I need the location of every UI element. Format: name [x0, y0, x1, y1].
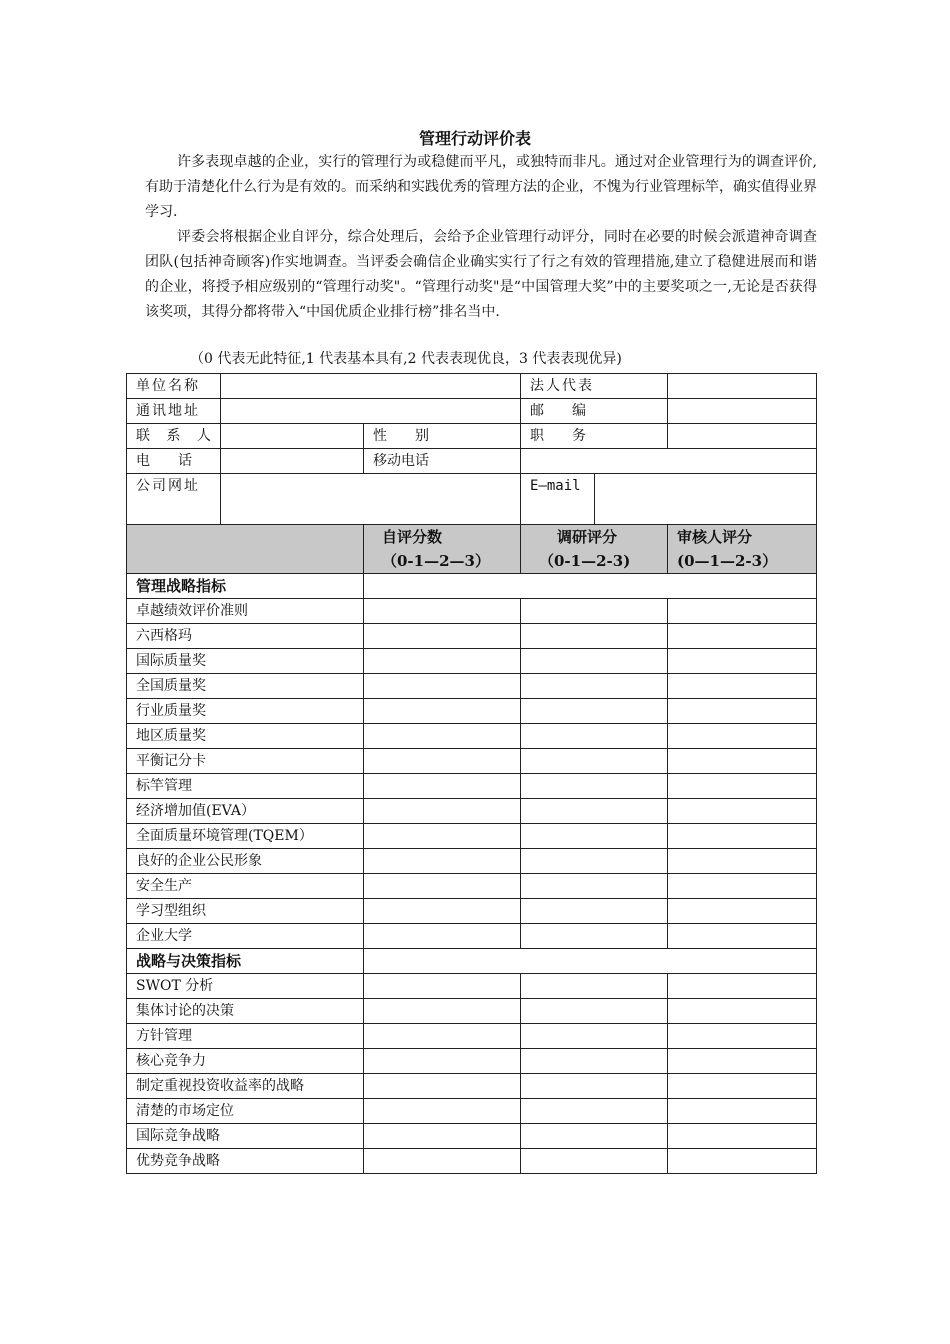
website-field[interactable] [221, 474, 521, 525]
self-score-cell[interactable] [364, 1049, 521, 1074]
section-title: 管理战略指标 [127, 574, 364, 599]
review-score-cell[interactable] [668, 1149, 817, 1174]
self-score-cell[interactable] [364, 1149, 521, 1174]
intro-paragraph-2: 评委会将根据企业自评分，综合处理后，会给予企业管理行动评分，同时在必要的时候会派遣神奇调查团队(包括神奇顾客)作实地调查。当评委会确信企业确实实行了行之有效的管理措施,建立了稳健进展而和谐的企业，将授予相应级别的“管理行动奖"。“管理行动奖"是“中国管理大奖”中的主要奖项之一,无论是否获得该奖项，其得分都将带入“中国优质企业排行榜”排名当中. [145, 229, 817, 320]
position-label: 职 务 [521, 424, 668, 449]
review-score-cell[interactable] [668, 1074, 817, 1099]
survey-score-cell[interactable] [521, 899, 668, 924]
score-header-row [127, 525, 817, 574]
self-score-header [364, 525, 521, 574]
contact-label: 联 系 人 [127, 424, 221, 449]
info-row-website [127, 474, 817, 525]
self-score-cell[interactable] [364, 974, 521, 999]
section-row [127, 949, 817, 974]
indicator-label: 良好的企业公民形象 [127, 849, 364, 874]
score-legend: （0 代表无此特征,1 代表基本具有,2 代表表现优良，3 代表表现优异) [190, 351, 622, 367]
email-field[interactable] [595, 474, 817, 525]
indicator-label: SWOT 分析 [127, 974, 364, 999]
indicator-row [127, 924, 817, 949]
review-score-cell[interactable] [668, 1049, 817, 1074]
survey-score-cell[interactable] [521, 1049, 668, 1074]
survey-score-cell[interactable] [521, 1099, 668, 1124]
evaluation-form-table [126, 373, 817, 1174]
position-field[interactable] [668, 424, 817, 449]
self-score-cell[interactable] [364, 724, 521, 749]
review-score-cell[interactable] [668, 699, 817, 724]
info-row-address [127, 399, 817, 424]
indicator-label: 经济增加值(EVA） [127, 799, 364, 824]
intro-paragraph-1: 许多表现卓越的企业，实行的管理行为或稳健而平凡，或独特而非凡。通过对企业管理行为的调查评价,有助于清楚化什么行为是有效的。而采纳和实践优秀的管理方法的企业，不愧为行业管理标竿，确实值得业界学习. [145, 154, 817, 220]
self-score-cell[interactable] [364, 749, 521, 774]
indicator-label: 国际质量奖 [127, 649, 364, 674]
info-row-company [127, 374, 817, 399]
review-score-cell[interactable] [668, 849, 817, 874]
survey-score-scale: （0-1—2-3) [539, 552, 631, 570]
survey-score-cell[interactable] [521, 724, 668, 749]
indicator-row [127, 649, 817, 674]
survey-score-cell[interactable] [521, 1124, 668, 1149]
website-label: 公司网址 [127, 474, 221, 525]
survey-score-cell[interactable] [521, 974, 668, 999]
review-score-cell[interactable] [668, 974, 817, 999]
indicator-label: 全国质量奖 [127, 674, 364, 699]
review-score-header [668, 525, 817, 574]
indicator-row [127, 849, 817, 874]
indicator-row [127, 1099, 817, 1124]
indicator-row [127, 999, 817, 1024]
survey-score-cell[interactable] [521, 824, 668, 849]
section-row [127, 574, 817, 599]
survey-score-cell[interactable] [521, 749, 668, 774]
indicator-label: 平衡记分卡 [127, 749, 364, 774]
indicator-label: 方针管理 [127, 1024, 364, 1049]
indicator-row [127, 874, 817, 899]
section-title: 战略与决策指标 [127, 949, 364, 974]
legal-rep-label: 法人代表 [521, 374, 668, 399]
address-field[interactable] [221, 399, 521, 424]
survey-score-cell[interactable] [521, 699, 668, 724]
review-score-cell[interactable] [668, 649, 817, 674]
review-score-cell[interactable] [668, 1124, 817, 1149]
indicator-row [127, 974, 817, 999]
review-score-cell[interactable] [668, 799, 817, 824]
indicator-row [127, 824, 817, 849]
review-score-cell[interactable] [668, 749, 817, 774]
self-score-cell[interactable] [364, 849, 521, 874]
email-label: E—mail [521, 474, 595, 525]
review-score-scale: (0—1—2-3） [677, 552, 778, 570]
indicator-row [127, 1149, 817, 1174]
phone-label: 电 话 [127, 449, 221, 474]
postcode-field[interactable] [668, 399, 817, 424]
survey-score-cell[interactable] [521, 624, 668, 649]
legal-rep-field[interactable] [668, 374, 817, 399]
indicator-row [127, 799, 817, 824]
self-score-cell[interactable] [364, 824, 521, 849]
survey-score-cell[interactable] [521, 774, 668, 799]
indicator-label: 安全生产 [127, 874, 364, 899]
survey-score-cell[interactable] [521, 924, 668, 949]
score-table-body [127, 574, 817, 1174]
page-title: 管理行动评价表 [418, 129, 531, 148]
company-name-label: 单位名称 [127, 374, 221, 399]
review-score-cell[interactable] [668, 599, 817, 624]
self-score-cell[interactable] [364, 699, 521, 724]
indicator-label: 全面质量环境管理(TQEM） [127, 824, 364, 849]
indicator-label: 优势竞争战略 [127, 1149, 364, 1174]
indicator-label: 标竿管理 [127, 774, 364, 799]
indicator-row [127, 749, 817, 774]
mobile-label: 移动电话 [364, 449, 521, 474]
self-score-cell[interactable] [364, 799, 521, 824]
review-score-cell[interactable] [668, 874, 817, 899]
survey-score-cell[interactable] [521, 1149, 668, 1174]
indicator-row [127, 1049, 817, 1074]
review-score-cell[interactable] [668, 1099, 817, 1124]
survey-score-cell[interactable] [521, 1024, 668, 1049]
indicator-label: 核心竞争力 [127, 1049, 364, 1074]
review-score-cell[interactable] [668, 999, 817, 1024]
header-blank [127, 525, 364, 574]
self-score-title: 自评分数 [382, 528, 443, 546]
review-score-cell[interactable] [668, 899, 817, 924]
indicator-label: 卓越绩效评价准则 [127, 599, 364, 624]
indicator-row [127, 624, 817, 649]
indicator-row [127, 674, 817, 699]
review-score-cell[interactable] [668, 774, 817, 799]
indicator-label: 地区质量奖 [127, 724, 364, 749]
indicator-label: 六西格玛 [127, 624, 364, 649]
indicator-row [127, 599, 817, 624]
self-score-cell[interactable] [364, 1099, 521, 1124]
self-score-cell[interactable] [364, 599, 521, 624]
survey-score-cell[interactable] [521, 599, 668, 624]
self-score-cell[interactable] [364, 874, 521, 899]
self-score-cell[interactable] [364, 1124, 521, 1149]
survey-score-cell[interactable] [521, 874, 668, 899]
survey-score-cell[interactable] [521, 649, 668, 674]
self-score-cell[interactable] [364, 1024, 521, 1049]
section-blank-cell [364, 574, 817, 599]
survey-score-cell[interactable] [521, 674, 668, 699]
review-score-cell[interactable] [668, 624, 817, 649]
info-row-phone [127, 449, 817, 474]
self-score-cell[interactable] [364, 674, 521, 699]
review-score-cell[interactable] [668, 724, 817, 749]
indicator-row [127, 899, 817, 924]
company-name-field[interactable] [221, 374, 521, 399]
self-score-cell[interactable] [364, 899, 521, 924]
address-label: 通讯地址 [127, 399, 221, 424]
indicator-row [127, 1074, 817, 1099]
indicator-label: 企业大学 [127, 924, 364, 949]
indicator-label: 学习型组织 [127, 899, 364, 924]
survey-score-title: 调研评分 [557, 528, 618, 546]
indicator-row [127, 774, 817, 799]
review-score-cell[interactable] [668, 674, 817, 699]
survey-score-cell[interactable] [521, 799, 668, 824]
indicator-row [127, 699, 817, 724]
self-score-cell[interactable] [364, 774, 521, 799]
indicator-label: 行业质量奖 [127, 699, 364, 724]
contact-field[interactable] [221, 424, 364, 449]
self-score-cell[interactable] [364, 649, 521, 674]
self-score-cell[interactable] [364, 924, 521, 949]
self-score-scale: （0-1—2—3） [382, 552, 490, 570]
gender-label: 性 别 [364, 424, 521, 449]
indicator-row [127, 1124, 817, 1149]
section-blank-cell [364, 949, 817, 974]
indicator-label: 制定重视投资收益率的战略 [127, 1074, 364, 1099]
survey-score-header [521, 525, 668, 574]
self-score-cell[interactable] [364, 624, 521, 649]
phone-field[interactable] [221, 449, 364, 474]
survey-score-cell[interactable] [521, 849, 668, 874]
survey-score-cell[interactable] [521, 1074, 668, 1099]
indicator-row [127, 1024, 817, 1049]
postcode-label: 邮 编 [521, 399, 668, 424]
survey-score-cell[interactable] [521, 999, 668, 1024]
review-score-cell[interactable] [668, 1024, 817, 1049]
review-score-cell[interactable] [668, 824, 817, 849]
indicator-label: 清楚的市场定位 [127, 1099, 364, 1124]
self-score-cell[interactable] [364, 1074, 521, 1099]
review-score-title: 审核人评分 [677, 528, 753, 546]
mobile-field[interactable] [521, 449, 817, 474]
self-score-cell[interactable] [364, 999, 521, 1024]
indicator-label: 集体讨论的决策 [127, 999, 364, 1024]
info-row-contact [127, 424, 817, 449]
indicator-row [127, 724, 817, 749]
indicator-label: 国际竞争战略 [127, 1124, 364, 1149]
review-score-cell[interactable] [668, 924, 817, 949]
